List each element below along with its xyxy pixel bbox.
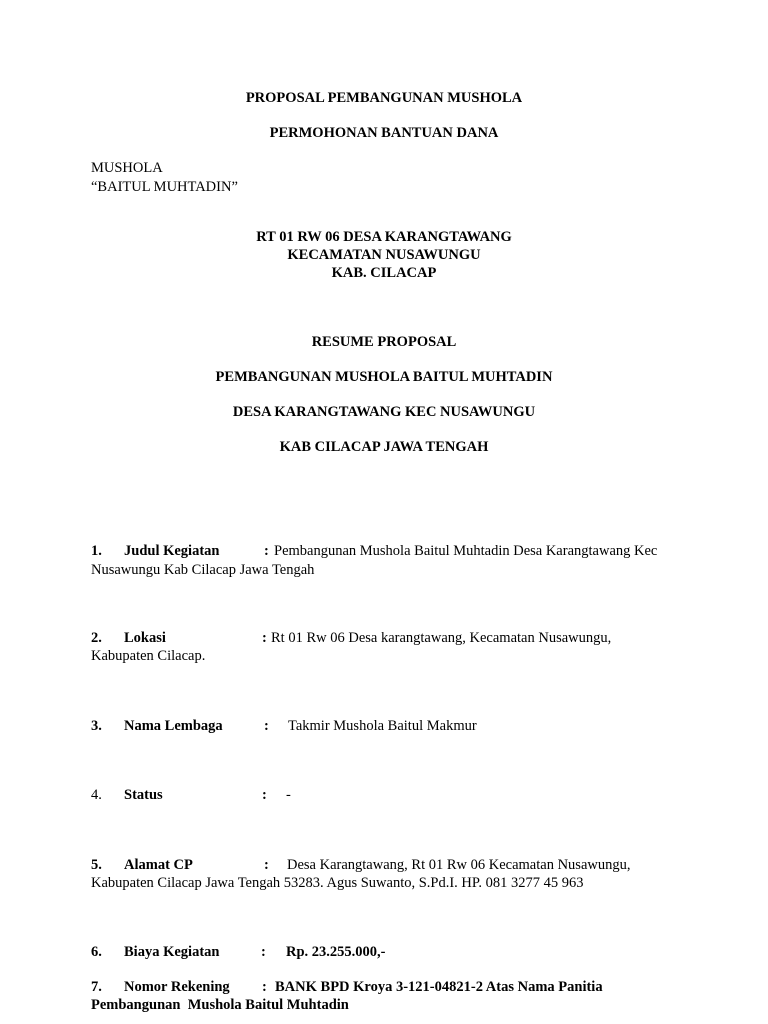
item-number: 5. [91,857,102,873]
item-colon: : [262,787,267,803]
item-value: Desa Karangtawang, Rt 01 Rw 06 Kecamatan Nusawungu, [287,857,631,873]
resume-line-2: DESA KARANGTAWANG KEC NUSAWUNGU [232,404,536,420]
item-value-continued: Kabupaten Cilacap Jawa Tengah 53283. Agus Suwanto, S.Pd.I. HP. 081 3277 45 963 [91,875,584,891]
document-title: PROPOSAL PEMBANGUNAN MUSHOLA [245,90,523,106]
item-value: Rp. 23.255.000,- [286,944,386,960]
item-colon: : [261,944,266,960]
item-colon: : [262,630,267,646]
item-number: 4. [91,787,102,803]
resume-line-1: PEMBANGUNAN MUSHOLA BAITUL MUHTADIN [215,369,553,385]
item-colon: : [262,979,267,995]
item-value: Pembangunan Mushola Baitul Muhtadin Desa Karangtawang Kec [274,543,658,559]
item-number: 7. [91,979,102,995]
item-label: Judul Kegiatan [124,543,220,559]
item-value: Rt 01 Rw 06 Desa karangtawang, Kecamatan Nusawungu, [271,630,612,646]
item-colon: : [264,718,269,734]
mushola-label: MUSHOLA [91,160,163,176]
item-number: 1. [91,543,102,559]
item-label: Lokasi [124,630,166,646]
item-label: Nama Lembaga [124,718,223,734]
resume-heading: RESUME PROPOSAL [311,334,457,350]
address-line-3: KAB. CILACAP [331,265,437,281]
mushola-name: “BAITUL MUHTADIN” [91,179,238,195]
item-label: Biaya Kegiatan [124,944,220,960]
item-colon: : [264,543,269,559]
item-number: 6. [91,944,102,960]
address-line-1: RT 01 RW 06 DESA KARANGTAWANG [256,229,512,245]
item-number: 3. [91,718,102,734]
item-label: Status [124,787,163,803]
item-value: BANK BPD Kroya 3-121-04821-2 Atas Nama Panitia [275,979,603,995]
item-value: Takmir Mushola Baitul Makmur [288,718,477,734]
item-value-continued: Nusawungu Kab Cilacap Jawa Tengah [91,562,315,578]
item-label: Alamat CP [124,857,193,873]
item-label: Nomor Rekening [124,979,230,995]
resume-line-3: KAB CILACAP JAWA TENGAH [279,439,489,455]
item-colon: : [264,857,269,873]
document-subtitle: PERMOHONAN BANTUAN DANA [269,125,499,141]
item-number: 2. [91,630,102,646]
item-value: - [286,787,291,803]
item-value-continued: Pembangunan Mushola Baitul Muhtadin [91,997,349,1013]
address-line-2: KECAMATAN NUSAWUNGU [287,247,481,263]
item-value-continued: Kabupaten Cilacap. [91,648,206,664]
